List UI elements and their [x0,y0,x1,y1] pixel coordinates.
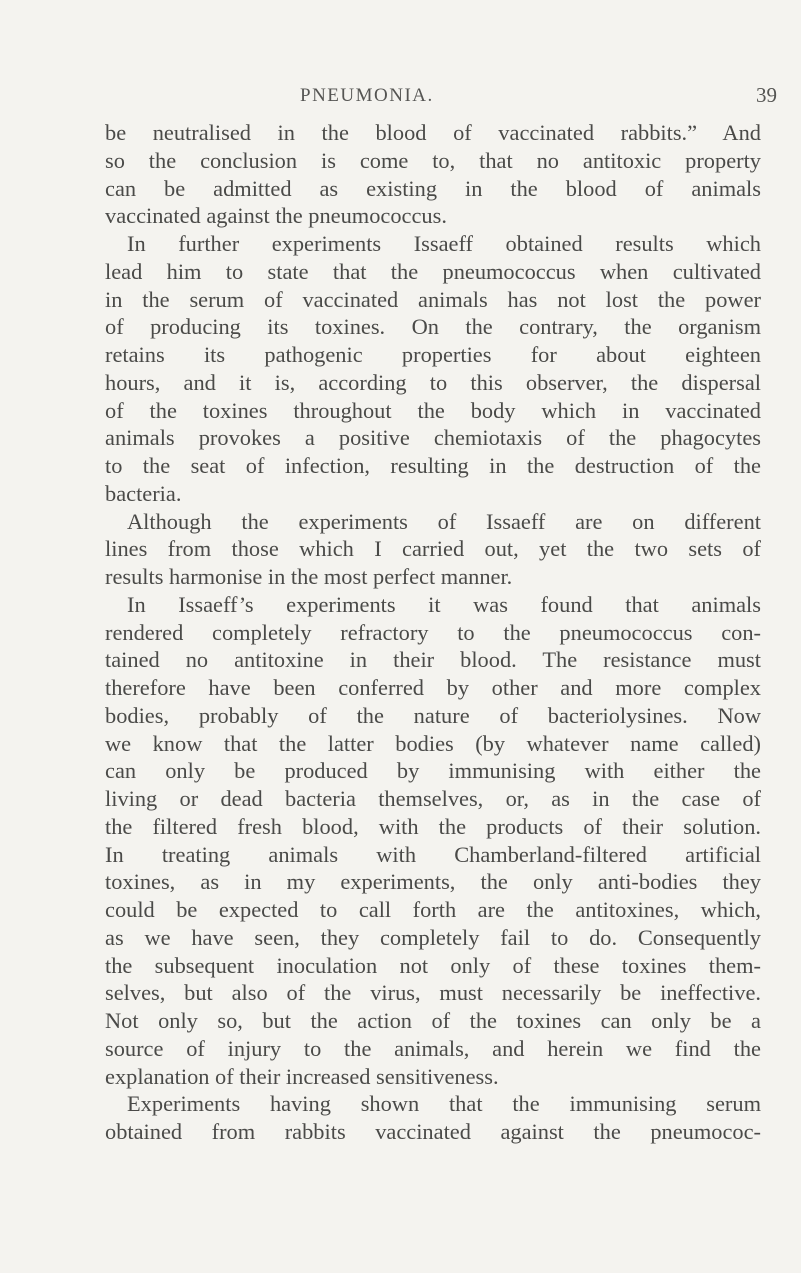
text-line: as we have seen, they completely fail to do. Consequently [105,924,761,950]
text-line: bacteria. [105,480,182,506]
text-line: rendered completely refractory to the pneumococcus con- [105,619,761,645]
running-title: PNEUMONIA. [300,85,434,106]
text-line: source of injury to the animals, and herein we find the [105,1035,761,1061]
text-line: lines from those which I carried out, yet the two sets of [105,536,761,562]
text-line: hours, and it is, according to this observer, the dispersal [105,369,761,395]
text-line: animals provokes a positive chemiotaxis of the phagocytes [105,425,761,451]
text-line: explanation of their increased sensitiveness. [105,1063,499,1089]
text-line: toxines, as in my experiments, the only anti-bodies they [105,869,761,895]
text-line: obtained from rabbits vaccinated against the pneumococ- [105,1119,761,1144]
text-line: of the toxines throughout the body which in vaccinated [105,397,761,423]
text-line: living or dead bacteria themselves, or, as in the case of [105,786,761,811]
text-line: could be expected to call forth are the antitoxines, which, [105,897,761,922]
text-line: the subsequent inoculation not only of these toxines them- [105,952,761,978]
text-line: In Issaeff’s experiments it was found that animals [127,591,761,617]
text-line: to the seat of infection, resulting in the destruction of the [105,453,761,478]
text-line: bodies, probably of the nature of bacteriolysines. Now [105,702,761,728]
text-line: selves, but also of the virus, must necessarily be ineffective. [105,980,761,1006]
text-line: in the serum of vaccinated animals has not lost the power [105,286,761,312]
text-line: results harmonise in the most perfect manner. [105,564,513,589]
text-line: Not only so, but the action of the toxines can only be a [105,1008,761,1033]
text-line: vaccinated against the pneumococcus. [105,203,447,229]
text-line: Experiments having shown that the immunising serum [127,1091,761,1117]
text-line: Although the experiments of Issaeff are on different [127,508,761,534]
text-line: lead him to state that the pneumococcus when cultivated [105,258,761,284]
text-line: retains its pathogenic properties for about eighteen [105,342,761,367]
text-line: tained no antitoxine in their blood. The resistance must [105,647,761,673]
page-number: 39 [756,83,777,107]
body-text [105,119,761,1146]
text-line: can only be produced by immunising with either the [105,758,761,784]
text-line: the filtered fresh blood, with the products of their solution. [105,813,761,839]
text-line: we know that the latter bodies (by whatever name called) [105,730,761,756]
text-line: so the conclusion is come to, that no antitoxic property [105,147,761,173]
text-line: In further experiments Issaeff obtained results which [127,231,761,256]
text-line: be neutralised in the blood of vaccinated rabbits.” And [105,120,761,145]
text-line: therefore have been conferred by other and more complex [105,675,761,700]
text-line: can be admitted as existing in the blood of animals [105,175,761,201]
text-line: In treating animals with Chamberland-filtered artificial [105,841,761,867]
text-line: of producing its toxines. On the contrary, the organism [105,314,761,340]
